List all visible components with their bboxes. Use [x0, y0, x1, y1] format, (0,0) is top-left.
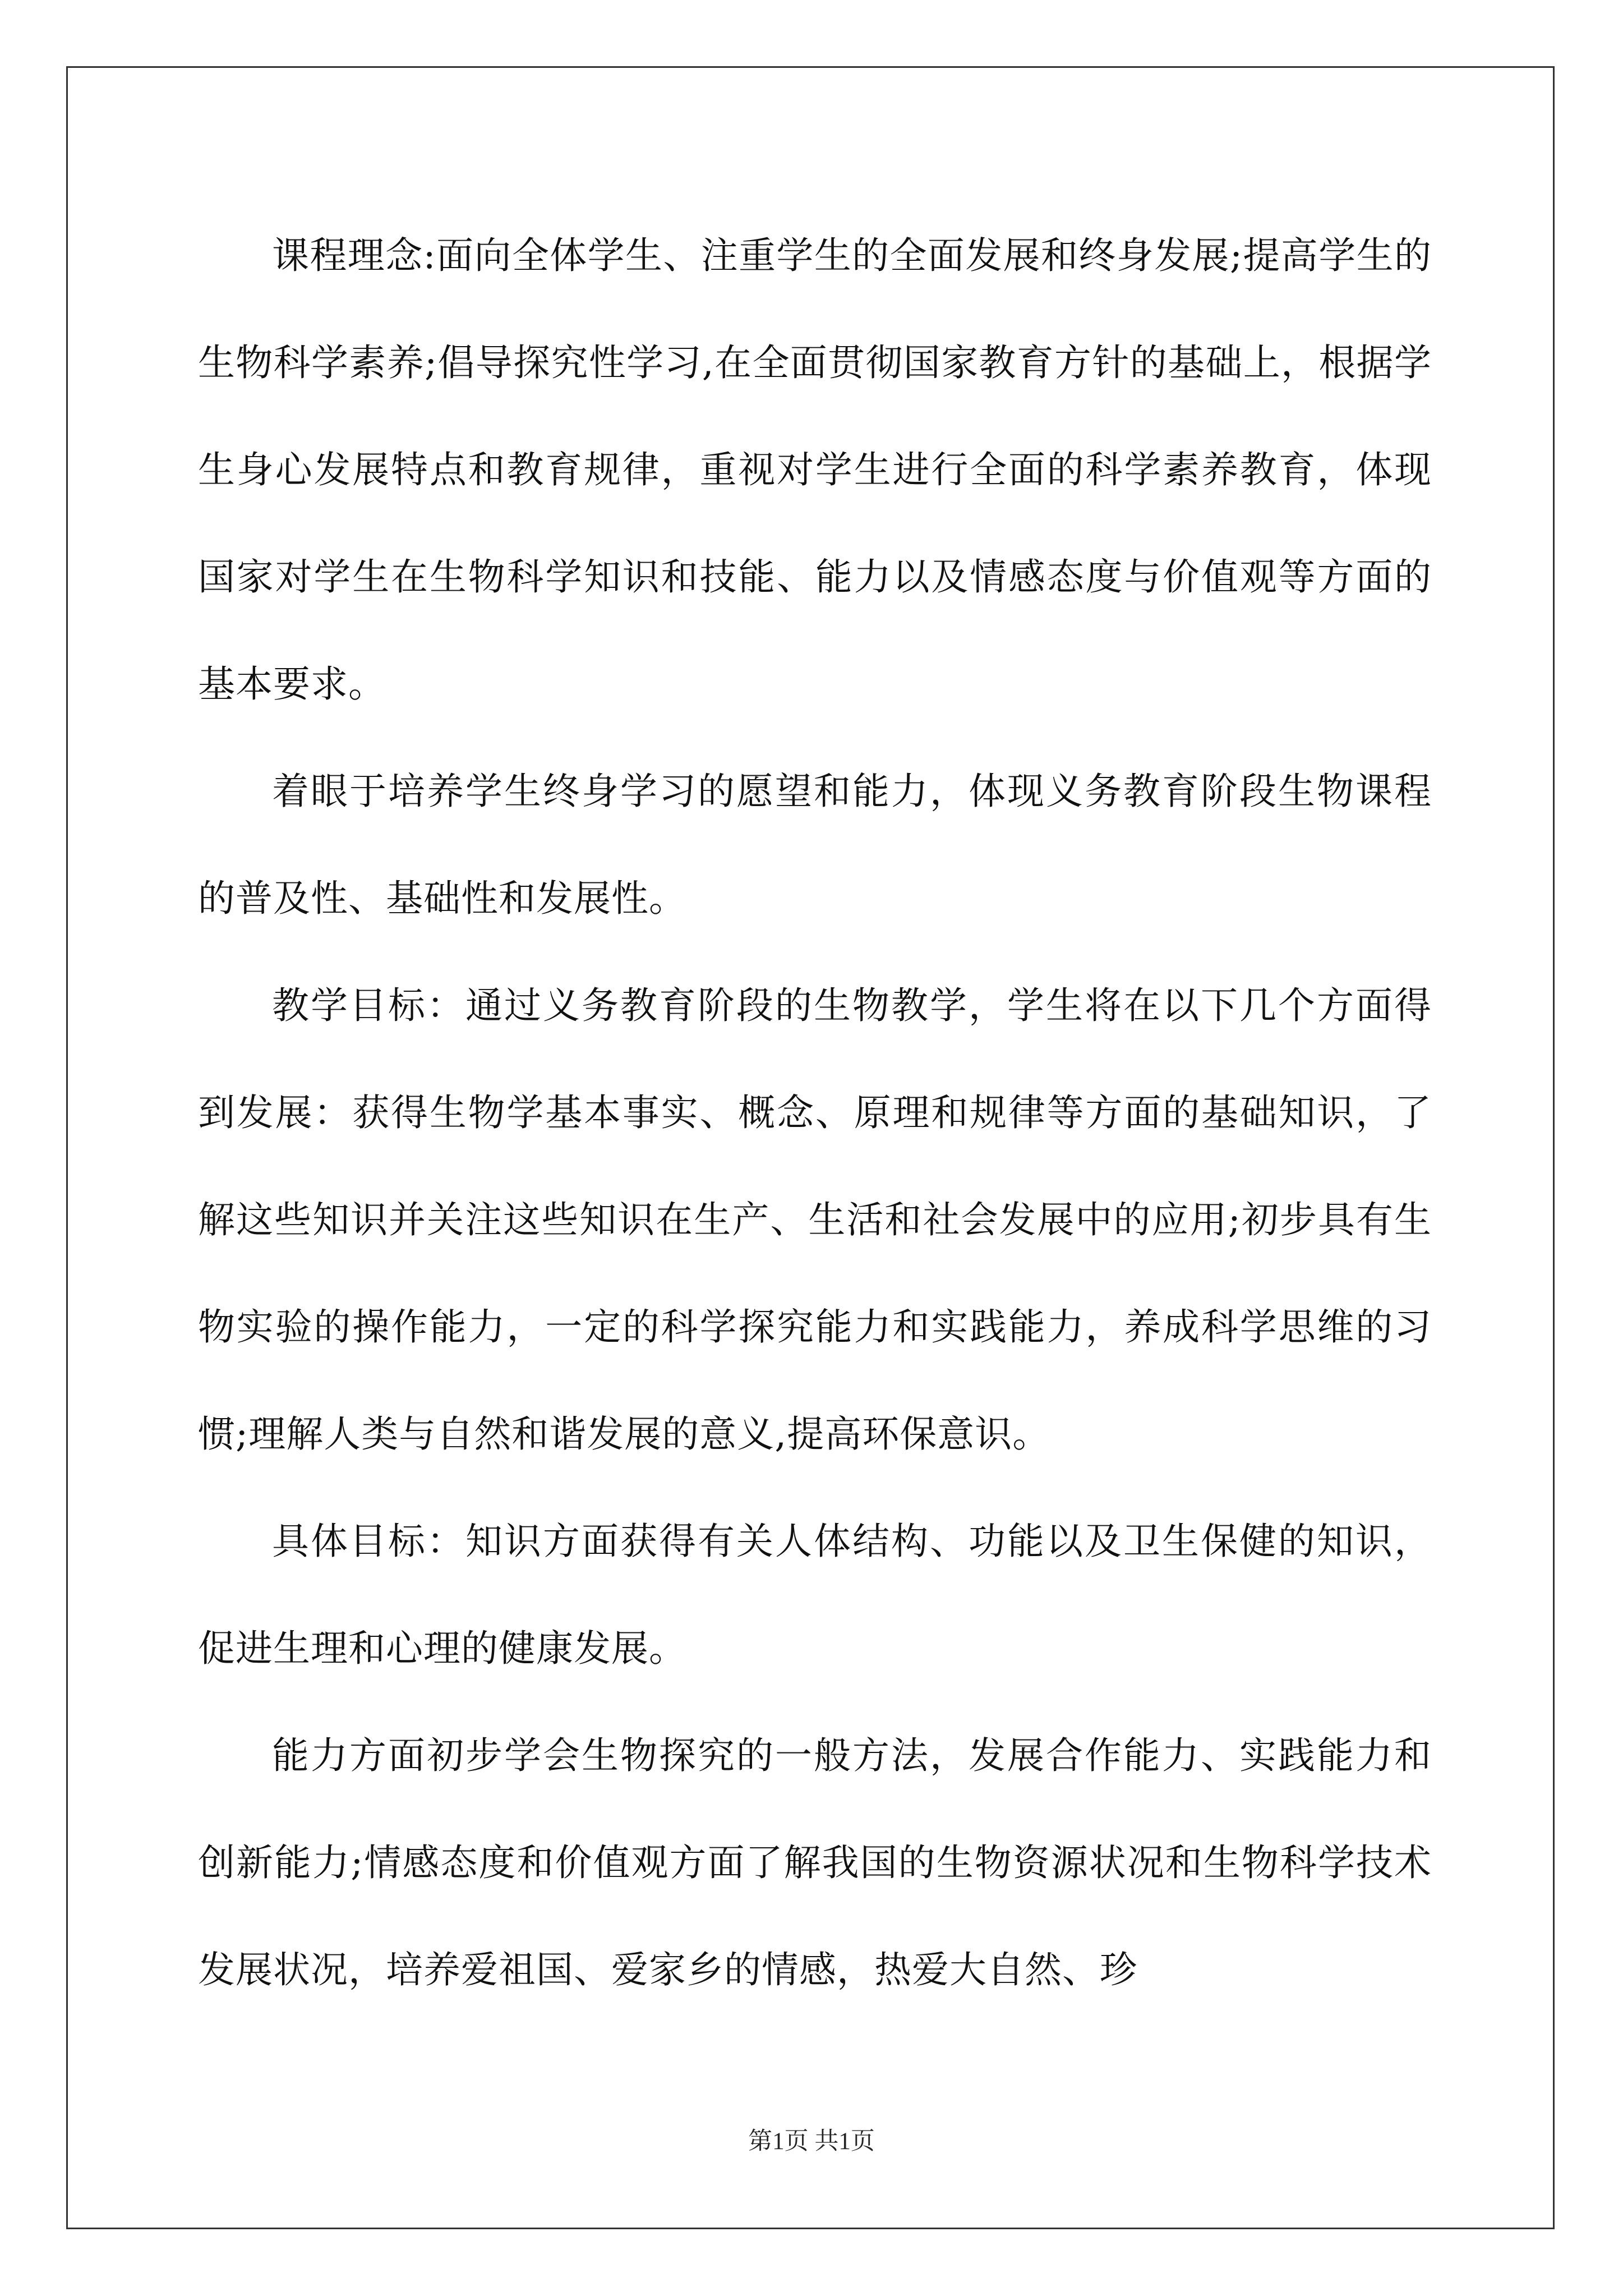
paragraph-teaching-goals: 教学目标：通过义务教育阶段的生物教学，学生将在以下几个方面得到发展：获得生物学基本事实、概念、原理和规律等方面的基础知识，了解这些知识并关注这些知识在生产、生活和社会发展中的应用;初步具有生物实验的操作能力，一定的科学探究能力和实践能力，养成科学思维的习惯;理解人类与自然和谐发展的意义,提高环保意识。 [198, 984, 1432, 1456]
page-footer: 第1页 共1页 [748, 2128, 875, 2155]
paragraph-lifelong-learning: 着眼于培养学生终身学习的愿望和能力，体现义务教育阶段生物课程的普及性、基础性和发展性。 [198, 770, 1432, 920]
paragraph-ability-goals: 能力方面初步学会生物探究的一般方法，发展合作能力、实践能力和创新能力;情感态度和价值观方面了解我国的生物资源状况和生物科学技术发展状况，培养爱祖国、爱家乡的情感，热爱大自然、珍 [198, 1734, 1432, 1991]
paragraph-specific-goals: 具体目标：知识方面获得有关人体结构、功能以及卫生保健的知识，促进生理和心理的健康发展。 [198, 1520, 1432, 1670]
paragraph-course-philosophy: 课程理念:面向全体学生、注重学生的全面发展和终身发展;提高学生的生物科学素养;倡导探究性学习,在全面贯彻国家教育方针的基础上，根据学生身心发展特点和教育规律，重视对学生进行全面的科学素养教育，体现国家对学生在生物科学知识和技能、能力以及情感态度与价值观等方面的基本要求。 [198, 234, 1432, 706]
document-body [198, 202, 1432, 2023]
